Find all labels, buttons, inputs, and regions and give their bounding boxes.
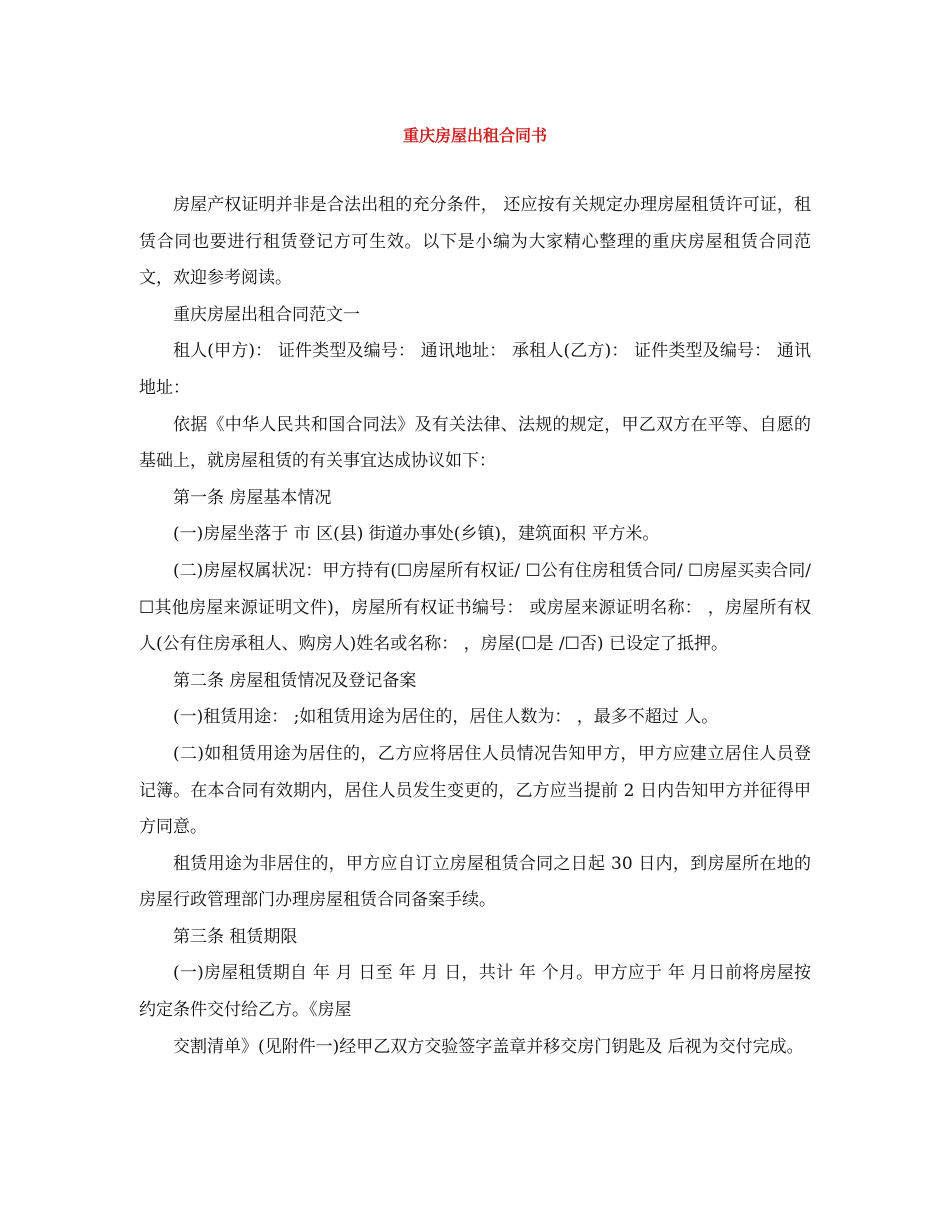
document-body	[139, 187, 811, 1065]
article-heading: 第一条 房屋基本情况	[173, 487, 332, 508]
clause-paragraph: 交割清单》(见附件一)经甲乙双方交验签字盖章并移交房门钥匙及 后视为交付完成。	[173, 1036, 804, 1057]
clause-paragraph: (二)如租赁用途为居住的，乙方应将居住人员情况告知甲方，甲方应建立居住人员登记簿。在本合同有效期内，居住人员发生变更的，乙方应当提前 2 日内告知甲方并征得甲方同意。	[139, 743, 811, 838]
clause-paragraph: (一)房屋租赁期自 年 月 日至 年 月 日，共计 年 个月。甲方应于 年 月日前将房屋按约定条件交付给乙方。《房屋	[139, 963, 811, 1021]
article-heading: 第二条 房屋租赁情况及登记备案	[173, 670, 417, 691]
parties-paragraph: 租人(甲方)： 证件类型及编号： 通讯地址： 承租人(乙方)： 证件类型及编号： 通讯地址：	[139, 341, 811, 398]
intro-paragraph: 房屋产权证明并非是合法出租的充分条件， 还应按有关规定办理房屋租赁许可证，租赁合同也要进行租赁登记方可生效。以下是小编为大家精心整理的重庆房屋租赁合同范文，欢迎参考阅读。	[139, 195, 811, 289]
basis-paragraph: 依据《中华人民共和国合同法》及有关法律、法规的规定，甲乙双方在平等、自愿的基础上，就房屋租赁的有关事宜达成协议如下：	[139, 414, 811, 472]
clause-paragraph: (一)房屋坐落于 市 区(县) 街道办事处(乡镇)，建筑面积 平方米。	[173, 524, 660, 545]
document-title: 重庆房屋出租合同书	[402, 126, 547, 145]
clause-paragraph: (一)租赁用途： ;如租赁用途为居住的，居住人数为： ，最多不超过 人。	[173, 707, 719, 728]
clause-paragraph: 租赁用途为非居住的，甲方应自订立房屋租赁合同之日起 30 日内，到房屋所在地的房屋行政管理部门办理房屋租赁合同备案手续。	[139, 853, 811, 911]
clause-paragraph: (二)房屋权属状况：甲方持有(☐房屋所有权证/ ☐公有住房租赁合同/ ☐房屋买卖合同/ ☐其他房屋来源证明文件)，房屋所有权证书编号： 或房屋来源证明名称： ，房屋所有权人(公有住房承租人、购房人)姓名或名称： ，房屋(☐是 /☐否) 已设定了抵押。	[139, 560, 811, 655]
article-heading: 第三条 租赁期限	[173, 926, 298, 947]
section-heading: 重庆房屋出租合同范文一	[173, 304, 360, 325]
